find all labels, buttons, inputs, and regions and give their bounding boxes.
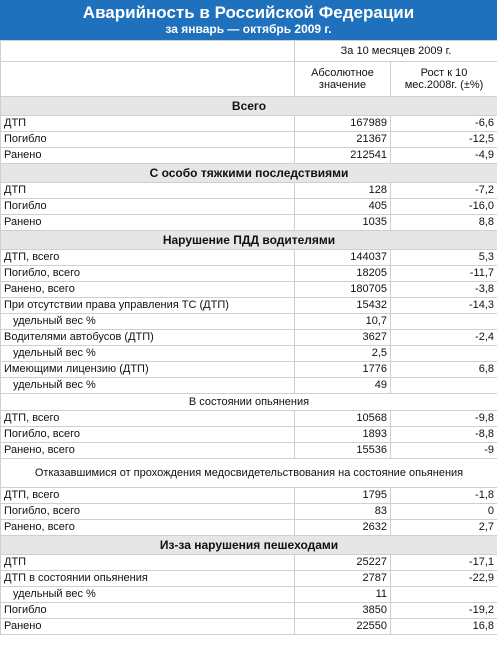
row-value: 3850 bbox=[295, 603, 391, 619]
row-label: Водителями автобусов (ДТП) bbox=[1, 330, 295, 346]
row-label: удельный вес % bbox=[1, 346, 295, 362]
row-label: удельный вес % bbox=[1, 314, 295, 330]
table-row bbox=[1, 504, 497, 520]
row-value: 2632 bbox=[295, 520, 391, 536]
row-value: 2787 bbox=[295, 571, 391, 587]
row-change: 6,8 bbox=[391, 362, 497, 378]
row-value: 11 bbox=[295, 587, 391, 603]
table-row bbox=[1, 427, 497, 443]
row-label: Ранено bbox=[1, 148, 295, 164]
row-change: -12,5 bbox=[391, 132, 497, 148]
table-row bbox=[1, 282, 497, 298]
row-label: удельный вес % bbox=[1, 587, 295, 603]
row-value: 128 bbox=[295, 183, 391, 199]
row-label: Погибло, всего bbox=[1, 504, 295, 520]
section-title: Из-за нарушения пешеходами bbox=[1, 536, 497, 555]
row-value: 21367 bbox=[295, 132, 391, 148]
page-subtitle: за январь — октябрь 2009 г. bbox=[165, 22, 332, 36]
table-row bbox=[1, 619, 497, 635]
row-change: -7,2 bbox=[391, 183, 497, 199]
row-change: -22,9 bbox=[391, 571, 497, 587]
row-change: -17,1 bbox=[391, 555, 497, 571]
title-bar bbox=[0, 0, 497, 40]
row-label: ДТП в состоянии опьянения bbox=[1, 571, 295, 587]
row-label: Погибло, всего bbox=[1, 266, 295, 282]
row-change: -6,6 bbox=[391, 116, 497, 132]
row-label: Ранено, всего bbox=[1, 443, 295, 459]
accident-stats-table bbox=[0, 40, 497, 635]
row-value: 83 bbox=[295, 504, 391, 520]
row-change: 2,7 bbox=[391, 520, 497, 536]
table-row bbox=[1, 571, 497, 587]
table-row bbox=[1, 266, 497, 282]
row-change: -11,7 bbox=[391, 266, 497, 282]
header-row-columns bbox=[1, 62, 497, 97]
row-label: Погибло bbox=[1, 132, 295, 148]
table-row bbox=[1, 215, 497, 231]
section-title: Нарушение ПДД водителями bbox=[1, 231, 497, 250]
table-row bbox=[1, 199, 497, 215]
table-row bbox=[1, 250, 497, 266]
row-change: -16,0 bbox=[391, 199, 497, 215]
row-label: удельный вес % bbox=[1, 378, 295, 394]
row-label: ДТП, всего bbox=[1, 488, 295, 504]
row-value: 1776 bbox=[295, 362, 391, 378]
row-label: ДТП bbox=[1, 555, 295, 571]
row-value: 18205 bbox=[295, 266, 391, 282]
row-change bbox=[391, 378, 497, 394]
header-row-period bbox=[1, 41, 497, 62]
row-value: 1795 bbox=[295, 488, 391, 504]
row-change bbox=[391, 587, 497, 603]
row-value: 1035 bbox=[295, 215, 391, 231]
table-row bbox=[1, 362, 497, 378]
row-value: 167989 bbox=[295, 116, 391, 132]
row-change: -9 bbox=[391, 443, 497, 459]
row-value: 1893 bbox=[295, 427, 391, 443]
row-change: -14,3 bbox=[391, 298, 497, 314]
section-title: Всего bbox=[1, 97, 497, 116]
row-value: 25227 bbox=[295, 555, 391, 571]
table-row bbox=[1, 520, 497, 536]
row-value: 10,7 bbox=[295, 314, 391, 330]
table-row bbox=[1, 443, 497, 459]
table-row bbox=[1, 116, 497, 132]
row-value: 2,5 bbox=[295, 346, 391, 362]
table-row bbox=[1, 378, 497, 394]
row-label: Ранено, всего bbox=[1, 282, 295, 298]
row-change: -19,2 bbox=[391, 603, 497, 619]
row-value: 144037 bbox=[295, 250, 391, 266]
row-change: 0 bbox=[391, 504, 497, 520]
row-label: Погибло, всего bbox=[1, 427, 295, 443]
period-header: За 10 месяцев 2009 г. bbox=[295, 41, 497, 62]
table-row bbox=[1, 314, 497, 330]
row-label: Ранено bbox=[1, 619, 295, 635]
row-value: 405 bbox=[295, 199, 391, 215]
table-row bbox=[1, 346, 497, 362]
section-title: Отказавшимися от прохождения медосвидетельствования на состояние опьянения bbox=[1, 459, 497, 488]
row-value: 15432 bbox=[295, 298, 391, 314]
row-label: При отсутствии права управления ТС (ДТП) bbox=[1, 298, 295, 314]
table-row bbox=[1, 555, 497, 571]
table-row bbox=[1, 148, 497, 164]
section-title: С особо тяжкими последствиями bbox=[1, 164, 497, 183]
row-label: Имеющими лицензию (ДТП) bbox=[1, 362, 295, 378]
table-row bbox=[1, 330, 497, 346]
row-label: ДТП bbox=[1, 183, 295, 199]
row-value: 49 bbox=[295, 378, 391, 394]
row-change: -2,4 bbox=[391, 330, 497, 346]
row-change: -4,9 bbox=[391, 148, 497, 164]
row-label: Ранено bbox=[1, 215, 295, 231]
section-row bbox=[1, 394, 497, 411]
row-change: 8,8 bbox=[391, 215, 497, 231]
table-row bbox=[1, 488, 497, 504]
row-change: -1,8 bbox=[391, 488, 497, 504]
row-value: 10568 bbox=[295, 411, 391, 427]
row-value: 22550 bbox=[295, 619, 391, 635]
row-change: 16,8 bbox=[391, 619, 497, 635]
row-label: ДТП, всего bbox=[1, 250, 295, 266]
row-change bbox=[391, 314, 497, 330]
row-label: Ранено, всего bbox=[1, 520, 295, 536]
row-value: 212541 bbox=[295, 148, 391, 164]
table-row bbox=[1, 411, 497, 427]
row-label: Погибло bbox=[1, 603, 295, 619]
table-row bbox=[1, 587, 497, 603]
section-row bbox=[1, 164, 497, 183]
row-label: ДТП bbox=[1, 116, 295, 132]
table-row bbox=[1, 298, 497, 314]
table-row bbox=[1, 132, 497, 148]
table-row bbox=[1, 183, 497, 199]
row-change: -3,8 bbox=[391, 282, 497, 298]
page-title: Аварийность в Российской Федерации bbox=[82, 3, 415, 22]
column-header-absolute: Абсолютное значение bbox=[295, 62, 391, 97]
row-label: Погибло bbox=[1, 199, 295, 215]
row-change bbox=[391, 346, 497, 362]
table-row bbox=[1, 603, 497, 619]
column-header-growth: Рост к 10 мес.2008г. (±%) bbox=[391, 62, 497, 97]
row-value: 3627 bbox=[295, 330, 391, 346]
row-change: -9,8 bbox=[391, 411, 497, 427]
row-change: 5,3 bbox=[391, 250, 497, 266]
row-change: -8,8 bbox=[391, 427, 497, 443]
row-label: ДТП, всего bbox=[1, 411, 295, 427]
section-row bbox=[1, 231, 497, 250]
section-row bbox=[1, 536, 497, 555]
section-row bbox=[1, 459, 497, 488]
section-title: В состоянии опьянения bbox=[1, 394, 497, 411]
section-row bbox=[1, 97, 497, 116]
row-value: 180705 bbox=[295, 282, 391, 298]
row-value: 15536 bbox=[295, 443, 391, 459]
